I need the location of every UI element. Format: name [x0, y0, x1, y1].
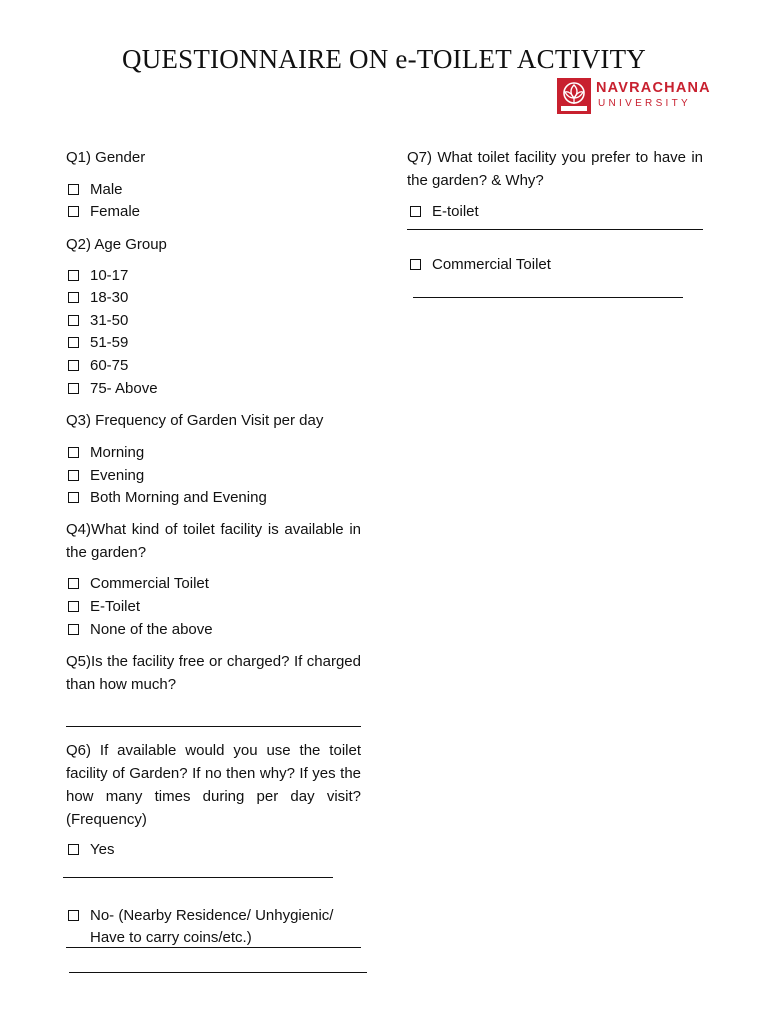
- q7-e-toilet-answer-line[interactable]: [407, 229, 703, 230]
- checkbox-icon[interactable]: [68, 910, 79, 921]
- q5-label: Q5)Is the facility free or charged? If charged than how much?: [66, 653, 361, 693]
- q6-no-answer-line[interactable]: [69, 972, 367, 973]
- checkbox-icon[interactable]: [68, 624, 79, 635]
- q1-label: Q1) Gender: [66, 149, 146, 166]
- checkbox-icon[interactable]: [410, 259, 421, 270]
- page-title: QUESTIONNAIRE ON e-TOILET ACTIVITY: [122, 44, 646, 74]
- checkbox-icon[interactable]: [68, 315, 79, 326]
- checkbox-icon[interactable]: [68, 206, 79, 217]
- q4-label: Q4)What kind of toilet facility is available in the garden?: [66, 521, 361, 561]
- checkbox-icon[interactable]: [410, 206, 421, 217]
- checkbox-icon[interactable]: [68, 470, 79, 481]
- q5-answer-line[interactable]: [66, 726, 361, 727]
- checkbox-icon[interactable]: [68, 601, 79, 612]
- logo-name: NAVRACHANA: [596, 80, 711, 96]
- checkbox-icon[interactable]: [68, 844, 79, 855]
- q6-no-underline: [66, 947, 361, 948]
- q7-label: Q7) What toilet facility you prefer to have in the garden? & Why?: [407, 149, 703, 189]
- checkbox-icon[interactable]: [68, 360, 79, 371]
- navrachana-emblem-icon: [557, 78, 591, 114]
- checkbox-icon[interactable]: [68, 270, 79, 281]
- checkbox-icon[interactable]: [68, 492, 79, 503]
- questionnaire-page: QUESTIONNAIRE ON e-TOILET ACTIVITY NAVRACHANA UNIVERSITY Q1) Gender Male Female Q2) Age Group 10-17 18-30 31-50 51-59 60-75 75- Above Q3) Frequency of Garden Visit per day Morning Evening Both Morning and Evening Q4)What kind of toilet facility is available in the garden? Commercial Toilet E-Toilet None of the above Q5)Is the facility free or charged? If charged than how much? Q6) If available would you use the toilet facility of Garden? If no then why? If yes the how many times during per day visit? (Frequency) Yes No- (Nearby Residence/ Unhygienic/ Have to carry coins/etc.) Q7) What toilet facility you prefer to have in the garden? & Why? E-toilet Commercial Toilet: [0, 0, 768, 1024]
- q7-commercial-answer-line[interactable]: [413, 297, 683, 298]
- q6-option-no-continued: Have to carry coins/etc.): [90, 929, 252, 946]
- checkbox-icon[interactable]: [68, 292, 79, 303]
- q3-label: Q3) Frequency of Garden Visit per day: [66, 412, 324, 429]
- checkbox-icon[interactable]: [68, 337, 79, 348]
- checkbox-icon[interactable]: [68, 447, 79, 458]
- q6-label: Q6) If available would you use the toilet facility of Garden? If no then why? If yes the how many times during per day visit? (Frequency): [66, 742, 361, 828]
- university-logo: [557, 78, 711, 116]
- logo-subtitle: UNIVERSITY: [598, 98, 692, 109]
- q2-label: Q2) Age Group: [66, 236, 167, 253]
- checkbox-icon[interactable]: [68, 184, 79, 195]
- q6-yes-answer-line[interactable]: [63, 877, 333, 878]
- checkbox-icon[interactable]: [68, 383, 79, 394]
- checkbox-icon[interactable]: [68, 578, 79, 589]
